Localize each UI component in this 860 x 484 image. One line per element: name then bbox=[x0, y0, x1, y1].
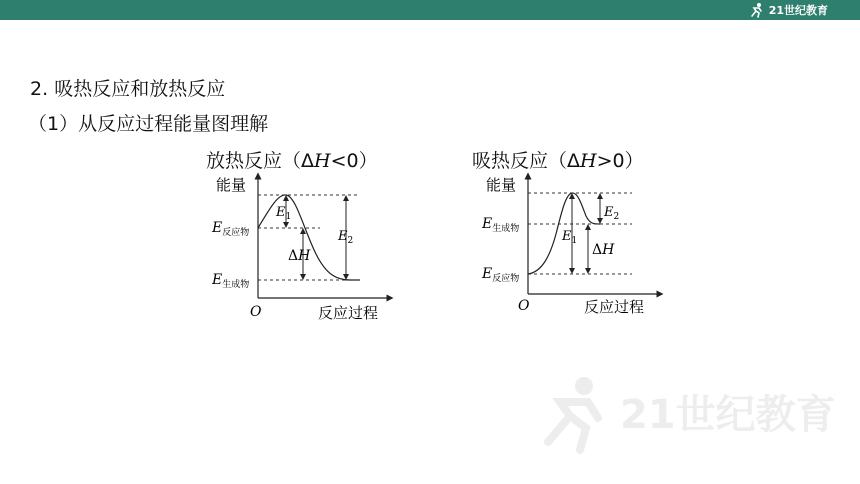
x-axis-label: 反应过程 bbox=[584, 298, 645, 316]
reactant-energy-label: $E_{反应物}$ bbox=[212, 220, 250, 238]
subsection-title: （1）从反应过程能量图理解 bbox=[28, 113, 269, 135]
logo-text: 21世纪教育 bbox=[768, 4, 828, 17]
endothermic-energy-diagram bbox=[472, 170, 672, 330]
delta-h-label: ΔH bbox=[288, 248, 311, 264]
delta-h-label: ΔH bbox=[592, 242, 615, 258]
e1-label: $E_1$ bbox=[276, 205, 292, 222]
x-axis-label: 反应过程 bbox=[318, 304, 379, 322]
brand-logo bbox=[749, 1, 828, 19]
runner-icon bbox=[749, 2, 765, 18]
origin-label: O bbox=[518, 298, 530, 314]
exothermic-caption bbox=[206, 146, 378, 173]
watermark-text: 21世纪教育 bbox=[620, 392, 836, 438]
product-energy-label: $E_{生成物}$ bbox=[482, 216, 520, 234]
product-energy-label: $E_{生成物}$ bbox=[212, 272, 250, 290]
caption-var: H bbox=[314, 150, 331, 172]
exothermic-energy-diagram bbox=[200, 170, 400, 330]
section-number: 2. bbox=[30, 78, 49, 100]
y-axis-label: 能量 bbox=[486, 176, 517, 194]
caption-suffix: <0） bbox=[330, 150, 378, 172]
header-bar bbox=[0, 0, 860, 20]
caption-prefix: 吸热反应（Δ bbox=[472, 150, 580, 172]
brand-watermark bbox=[540, 372, 840, 456]
origin-label: O bbox=[250, 304, 262, 320]
caption-var: H bbox=[580, 150, 597, 172]
endothermic-caption bbox=[472, 146, 644, 173]
e2-label: $E_2$ bbox=[338, 229, 354, 246]
reactant-energy-label: $E_{反应物}$ bbox=[482, 266, 520, 284]
e1-label: $E_1$ bbox=[562, 229, 578, 246]
section-title bbox=[30, 74, 225, 101]
runner-icon bbox=[548, 377, 598, 450]
caption-prefix: 放热反应（Δ bbox=[206, 150, 314, 172]
e2-label: $E_2$ bbox=[604, 205, 620, 222]
caption-suffix: >0） bbox=[596, 150, 644, 172]
section-title-text: 吸热反应和放热反应 bbox=[54, 78, 226, 100]
y-axis-label: 能量 bbox=[216, 176, 247, 194]
